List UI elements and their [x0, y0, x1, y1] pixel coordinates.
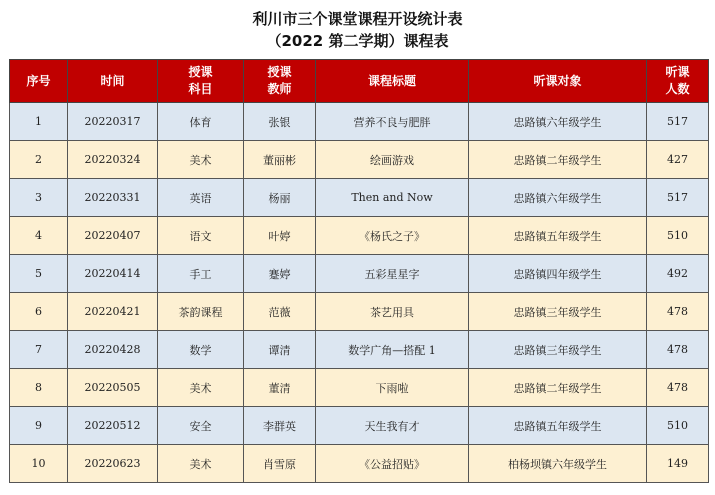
cell-subject: 美术	[158, 141, 244, 179]
table-row	[10, 331, 709, 369]
cell-teacher: 肖雪原	[244, 445, 316, 483]
cell-teacher: 蹇婷	[244, 255, 316, 293]
header-count-line1: 听课	[665, 65, 690, 79]
cell-index: 8	[10, 369, 68, 407]
header-count	[647, 60, 709, 103]
cell-time: 20220505	[68, 369, 158, 407]
table-row	[10, 103, 709, 141]
table-row	[10, 255, 709, 293]
cell-subject: 英语	[158, 179, 244, 217]
cell-audience: 忠路镇六年级学生	[469, 103, 647, 141]
cell-subject: 数学	[158, 331, 244, 369]
cell-audience: 忠路镇五年级学生	[469, 217, 647, 255]
cell-time: 20220512	[68, 407, 158, 445]
table-row	[10, 369, 709, 407]
cell-time: 20220428	[68, 331, 158, 369]
cell-course: 《公益招贴》	[316, 445, 469, 483]
header-teacher-line1: 授课	[267, 65, 292, 79]
cell-index: 5	[10, 255, 68, 293]
cell-audience: 忠路镇二年级学生	[469, 369, 647, 407]
header-subject-line2: 科目	[188, 82, 213, 96]
table-row	[10, 217, 709, 255]
page-subtitle: （2022 第二学期）课程表	[266, 32, 449, 50]
cell-count: 149	[647, 445, 709, 483]
cell-time: 20220407	[68, 217, 158, 255]
cell-count: 492	[647, 255, 709, 293]
cell-time: 20220414	[68, 255, 158, 293]
table-row	[10, 445, 709, 483]
header-index: 序号	[10, 60, 68, 103]
header-count-line2: 人数	[665, 82, 690, 96]
cell-audience: 忠路镇四年级学生	[469, 255, 647, 293]
cell-audience: 忠路镇三年级学生	[469, 331, 647, 369]
cell-teacher: 董清	[244, 369, 316, 407]
cell-count: 517	[647, 103, 709, 141]
cell-index: 1	[10, 103, 68, 141]
cell-count: 478	[647, 331, 709, 369]
cell-audience: 忠路镇二年级学生	[469, 141, 647, 179]
cell-time: 20220623	[68, 445, 158, 483]
cell-course: 数学广角—搭配 1	[316, 331, 469, 369]
cell-index: 9	[10, 407, 68, 445]
header-teacher-line2: 教师	[267, 82, 292, 96]
cell-index: 3	[10, 179, 68, 217]
table-row	[10, 179, 709, 217]
cell-audience: 忠路镇六年级学生	[469, 179, 647, 217]
cell-count: 517	[647, 179, 709, 217]
cell-course: 绘画游戏	[316, 141, 469, 179]
page-title: 利川市三个课堂课程开设统计表	[252, 10, 463, 28]
cell-course: 天生我有才	[316, 407, 469, 445]
course-table	[9, 59, 709, 483]
cell-time: 20220331	[68, 179, 158, 217]
cell-index: 6	[10, 293, 68, 331]
cell-subject: 安全	[158, 407, 244, 445]
cell-teacher: 范薇	[244, 293, 316, 331]
cell-index: 2	[10, 141, 68, 179]
cell-teacher: 李群英	[244, 407, 316, 445]
cell-subject: 语文	[158, 217, 244, 255]
cell-count: 510	[647, 217, 709, 255]
table-row	[10, 407, 709, 445]
cell-subject: 美术	[158, 445, 244, 483]
cell-count: 510	[647, 407, 709, 445]
cell-subject: 体育	[158, 103, 244, 141]
cell-count: 427	[647, 141, 709, 179]
cell-subject: 手工	[158, 255, 244, 293]
cell-time: 20220421	[68, 293, 158, 331]
cell-index: 7	[10, 331, 68, 369]
cell-teacher: 叶婷	[244, 217, 316, 255]
cell-teacher: 杨丽	[244, 179, 316, 217]
cell-audience: 忠路镇三年级学生	[469, 293, 647, 331]
cell-time: 20220324	[68, 141, 158, 179]
header-time: 时间	[68, 60, 158, 103]
cell-course: 下雨啦	[316, 369, 469, 407]
table-header-row	[10, 60, 709, 103]
header-audience: 听课对象	[469, 60, 647, 103]
cell-count: 478	[647, 369, 709, 407]
cell-audience: 柏杨坝镇六年级学生	[469, 445, 647, 483]
cell-time: 20220317	[68, 103, 158, 141]
cell-teacher: 张银	[244, 103, 316, 141]
cell-course: 营养不良与肥胖	[316, 103, 469, 141]
table-row	[10, 141, 709, 179]
cell-subject: 茶韵课程	[158, 293, 244, 331]
header-course: 课程标题	[316, 60, 469, 103]
cell-subject: 美术	[158, 369, 244, 407]
header-subject	[158, 60, 244, 103]
cell-index: 4	[10, 217, 68, 255]
header-teacher	[244, 60, 316, 103]
cell-count: 478	[647, 293, 709, 331]
header-subject-line1: 授课	[188, 65, 213, 79]
cell-course: 茶艺用具	[316, 293, 469, 331]
cell-teacher: 谭清	[244, 331, 316, 369]
cell-index: 10	[10, 445, 68, 483]
cell-audience: 忠路镇五年级学生	[469, 407, 647, 445]
table-body	[10, 103, 709, 483]
cell-course: 五彩星星字	[316, 255, 469, 293]
cell-course: 《杨氏之子》	[316, 217, 469, 255]
table-row	[10, 293, 709, 331]
cell-teacher: 董丽彬	[244, 141, 316, 179]
cell-course: Then and Now	[316, 179, 469, 217]
